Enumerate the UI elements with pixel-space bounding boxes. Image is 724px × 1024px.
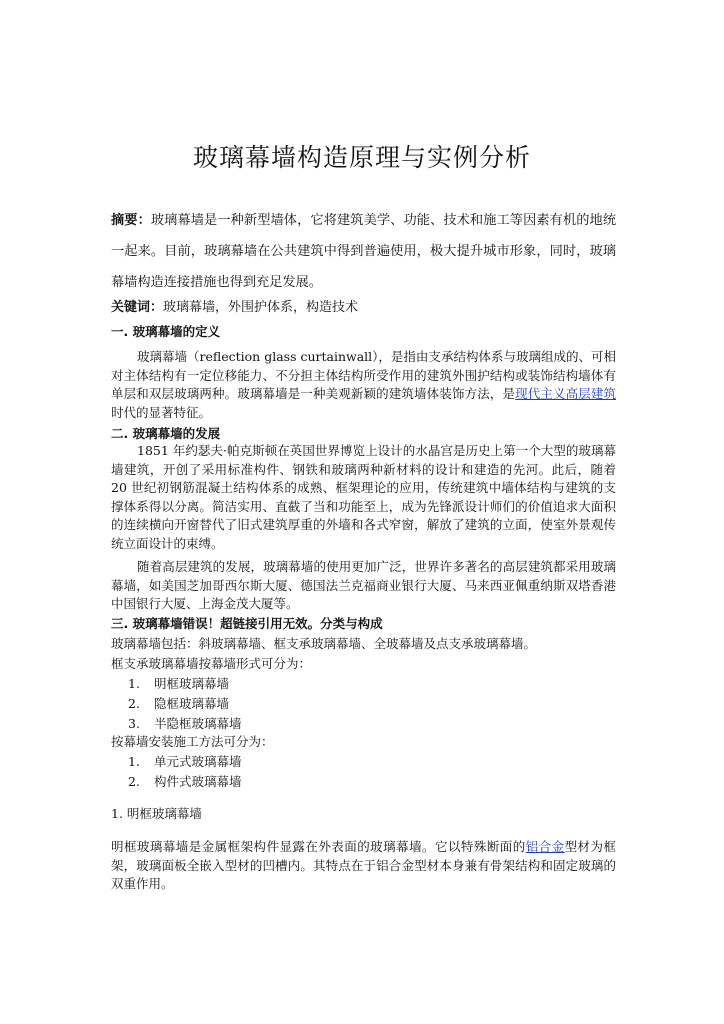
section3-line-3: 按幕墙安装施工方法可分为： [111,734,274,749]
section3-line-2: 框支承玻璃幕墙按幕墙形式可分为： [111,656,312,671]
section2-heading: 二. 玻璃幕墙的发展 [111,426,221,441]
list-item: 2. 构件式玻璃幕墙 [128,774,242,789]
list-item: 3. 半隐框玻璃幕墙 [128,716,242,731]
subsection1-text-end: 型材为框架，玻璃面板全嵌入型材的凹槽内。其特点在于铝合金型材本身兼有骨架结构和固定玻璃的双重作用。 [111,839,616,891]
keywords-label: 关键词： [111,300,164,315]
list-item: 1. 单元式玻璃幕墙 [128,754,242,769]
abstract-text: 玻璃幕墙是一种新型墙体，它将建筑美学、功能、技术和施工等因素有机的地统一起来。目前，玻璃幕墙在公共建筑中得到普遍使用，极大提升城市形象，同时，玻璃幕墙构造连接措施也得到充足发展。 [111,213,617,290]
abstract-label: 摘要： [111,213,151,228]
document-title: 玻璃幕墙构造原理与实例分析 [192,143,531,172]
subsection1-heading: 1. 明框玻璃幕墙 [111,806,202,821]
aluminum-alloy-link[interactable]: 铝合金 [525,839,565,854]
subsection1-paragraph [111,838,616,894]
list-item: 2. 隐框玻璃幕墙 [128,696,230,711]
subsection1-text: 明框玻璃幕墙是金属框架构件显露在外表面的玻璃幕墙。它以特殊断面的 [111,839,526,854]
section1-text-end: 时代的显著特征。 [111,404,212,420]
keywords-text: 玻璃幕墙，外围护体系，构造技术 [163,300,359,315]
section1-heading: 一. 玻璃幕墙的定义 [111,324,221,339]
modernist-highrise-link[interactable]: 现代主义高层建筑 [515,386,616,401]
section3-heading: 三. 玻璃幕墙错误！超链接引用无效。分类与构成 [111,616,383,631]
list-item: 1. 明框玻璃幕墙 [128,676,230,691]
keywords [111,296,358,315]
abstract [111,205,616,298]
section3-line-1: 玻璃幕墙包括：斜玻璃幕墙、框支承玻璃幕墙、全玻幕墙及点支承玻璃幕墙。 [111,636,537,651]
section1-paragraph [111,348,616,422]
section2-paragraph-1: 1851 年约瑟夫·帕克斯顿在英国世界博览上设计的水晶宫是历史上第一个大型的玻璃幕墙建筑，开创了采用标准构件、钢铁和玻璃两种新材料的设计和建造的先河。此后，随着 20 世纪初钢筋混凝土结构体系的成熟、框架理论的应用，传统建筑中墙体结构与建筑的支撑体系得以分离。简洁实用、直截了当和功能至上，成为先锋派设计师们的价值追求大面积的连续横向开窗替代了旧式建筑厚重的外墙和各式窄窗，解放了建筑的立面，使室外景观传统立面设计的束缚。 [111,443,616,551]
section2-paragraph-2: 随着高层建筑的发展，玻璃幕墙的使用更加广泛，世界许多著名的高层建筑都采用玻璃幕墙，如美国芝加哥西尔斯大厦、德国法兰克福商业银行大厦、马来西亚佩重纳斯双塔香港中国银行大厦、上海金茂大厦等。 [111,559,616,611]
section1-text: 玻璃幕墙（reflection glass curtainwall），是指由支承结构体系与玻璃组成的、可相对主体结构有一定位移能力、不分担主体结构所受作用的建筑外围护结构或装饰结构墙体有单层和双层玻璃两种。玻璃幕墙是一种美观新颖的建筑墙体装饰方法，是 [111,349,616,401]
